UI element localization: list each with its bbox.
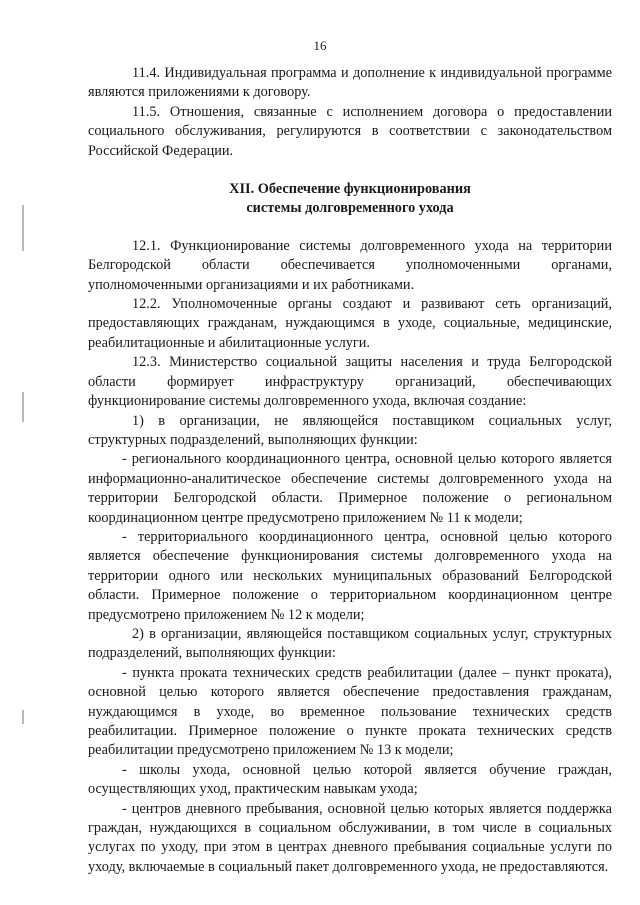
- scan-artifact: [22, 205, 24, 251]
- paragraph-12-3: 12.3. Министерство социальной защиты населения и труда Белгородской области формирует инфраструктуру организаций, обеспечивающих функционирование системы долговременного ухода, включая создание:: [88, 354, 612, 410]
- section-heading-line-1: XII. Обеспечение функционирования: [229, 181, 471, 198]
- list-item-1-territorial-center: - территориального координационного центра, основной целью которого является обеспечение функционирования системы долговременного ухода на территории одного или нескольких муниципальных образований Белгородской области. Примерное положение о территориальном координационном центре предусмотрено приложением № 12 к модели;: [88, 528, 612, 623]
- section-heading-line-2: системы долговременного ухода: [246, 200, 454, 217]
- list-item-1: 1) в организации, не являющейся поставщиком социальных услуг, структурных подразделений, выполняющих функции:: [88, 412, 612, 448]
- paragraph-11-4: 11.4. Индивидуальная программа и дополнение к индивидуальной программе являются приложениями к договору.: [88, 65, 612, 101]
- list-item-2: 2) в организации, являющейся поставщиком социальных услуг, структурных подразделений, выполняющих функции:: [88, 625, 612, 662]
- scan-artifact: [22, 710, 24, 724]
- page-number: 16: [313, 38, 327, 53]
- list-item-2-care-school: - школы ухода, основной целью которой является обучение граждан, осуществляющих уход, практическим навыкам ухода;: [88, 761, 612, 798]
- document-body: [88, 64, 612, 877]
- scan-artifact: [22, 392, 24, 422]
- paragraph-11-5: 11.5. Отношения, связанные с исполнением договора о предоставлении социального обслуживания, регулируются в соответствии с законодательством Российской Федерации.: [88, 103, 612, 159]
- list-item-2-rental-point: - пункта проката технических средств реабилитации (далее – пункт проката), основной целью которого является обеспечение предоставления гражданам, нуждающимся в уходе, во временное пользование технических средств реабилитации. Примерное положение о пункте проката технических средств реабилитации предусмотрено приложением № 13 к модели;: [88, 664, 612, 759]
- section-heading: [88, 180, 612, 219]
- list-item-1-regional-center: - регионального координационного центра, основной целью которого является информационно-аналитическое обеспечение системы долговременного ухода на территории Белгородской области. Примерное положение о региональном координационном центре предусмотрено приложением № 11 к модели;: [88, 451, 612, 526]
- paragraph-12-2: 12.2. Уполномоченные органы создают и развивают сеть организаций, предоставляющих гражданам, нуждающимся в уходе, социальные, медицинские, реабилитационные и абилитационные услуги.: [88, 296, 612, 351]
- paragraph-12-1: 12.1. Функционирование системы долговременного ухода на территории Белгородской области обеспечивается уполномоченными органами, уполномоченными организациями и их работниками.: [88, 237, 612, 293]
- list-item-2-day-centers: - центров дневного пребывания, основной целью которых является поддержка граждан, нуждающихся в социальном обслуживании, в том числе в социальных услугах по уходу, при этом в центрах дневного пребывания социальные услуги по уходу, включаемые в социальный пакет долговременного ухода, не предоставляются.: [88, 800, 612, 875]
